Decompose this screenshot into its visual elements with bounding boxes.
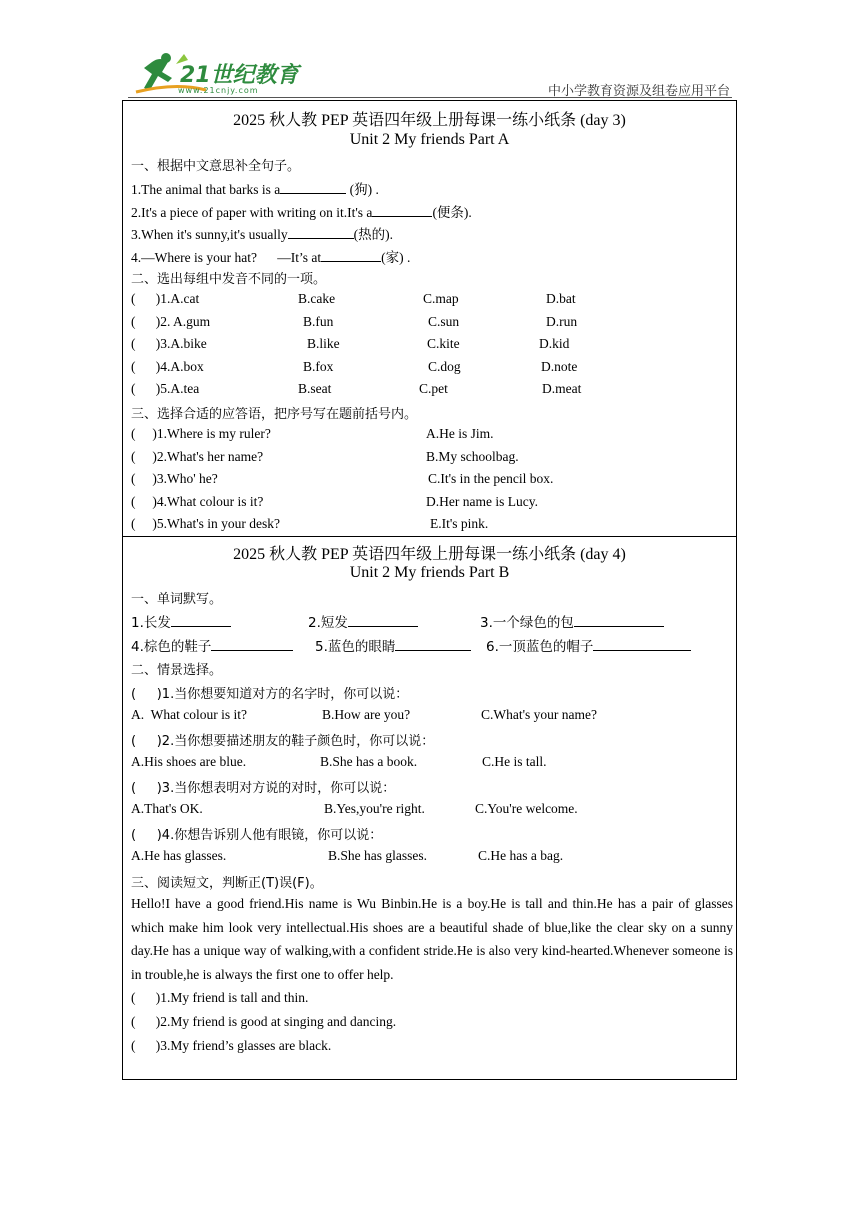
header-divider: [128, 97, 732, 98]
match-question: ( )4.What colour is it?: [131, 494, 264, 509]
match-answer: E.It's pink.: [430, 516, 489, 531]
option-a: ( )4.A.box: [131, 359, 204, 374]
day4-subtitle: Unit 2 My friends Part B: [349, 564, 510, 581]
true-false-statement: ( )2.My friend is good at singing and dancing.: [131, 1014, 397, 1029]
match-question: ( )1.Where is my ruler?: [131, 426, 271, 441]
answer-blank[interactable]: [593, 638, 691, 651]
match-question: ( )2.What's her name?: [131, 449, 264, 464]
dictation-item: 2.短发: [308, 611, 418, 631]
option-a: ( )2. A.gum: [131, 314, 211, 329]
option-a: ( )3.A.bike: [131, 336, 207, 351]
option-a: ( )1.A.cat: [131, 291, 200, 306]
option-b: B.Yes,you're right.: [324, 801, 425, 816]
option-a: A.That's OK.: [131, 801, 203, 816]
day4-s2-heading: 二、情景选择。: [131, 663, 223, 678]
day4-worksheet: [122, 536, 737, 1080]
option-a: ( )5.A.tea: [131, 381, 200, 396]
option-b: B.She has glasses.: [328, 848, 427, 863]
match-answer: B.My schoolbag.: [426, 449, 519, 464]
option-c: C.sun: [428, 314, 460, 329]
dictation-item: 4.棕色的鞋子: [131, 635, 293, 655]
day3-s3-heading: 三、选择合适的应答语，把序号写在题前括号内。: [131, 407, 418, 422]
option-c: C.He is tall.: [482, 754, 547, 769]
option-d: D.bat: [546, 291, 576, 306]
platform-name: 中小学教育资源及组卷应用平台: [547, 84, 730, 99]
day3-title: 2025 秋人教 PEP 英语四年级上册每课一练小纸条 (day 3): [233, 112, 626, 129]
answer-blank[interactable]: [348, 614, 418, 627]
option-c: C.map: [423, 291, 459, 306]
dictation-item: 5.蓝色的眼睛: [315, 635, 471, 655]
dictation-item: 6.一顶蓝色的帽子: [486, 635, 691, 655]
option-d: D.note: [541, 359, 578, 374]
option-c: C.He has a bag.: [478, 848, 564, 863]
answer-blank[interactable]: [574, 614, 664, 627]
situation-question: ( )2.当你想要描述朋友的鞋子颜色时，你可以说：: [131, 734, 435, 749]
option-a: A. What colour is it?: [131, 707, 247, 722]
option-d: D.meat: [542, 381, 582, 396]
answer-blank[interactable]: [211, 638, 293, 651]
logo-url: www.21cnjy.com: [178, 86, 259, 95]
option-b: B.like: [307, 336, 340, 351]
dictation-item: 3.一个绿色的包: [480, 611, 664, 631]
day3-s1-q2: 2.It's a piece of paper with writing on it.It's a (便条).: [131, 205, 472, 220]
option-d: D.kid: [539, 336, 570, 351]
page-header: [0, 0, 860, 100]
option-c: C.dog: [428, 359, 461, 374]
answer-blank[interactable]: [321, 249, 381, 262]
day3-worksheet: [122, 100, 737, 537]
day3-s1-q1: 1.The animal that barks is a (狗) .: [131, 182, 379, 197]
option-b: B.seat: [298, 381, 332, 396]
day4-title: 2025 秋人教 PEP 英语四年级上册每课一练小纸条 (day 4): [233, 546, 626, 563]
answer-blank[interactable]: [171, 614, 231, 627]
answer-blank[interactable]: [288, 226, 354, 239]
option-b: B.fun: [303, 314, 334, 329]
day3-s2-heading: 二、选出每组中发音不同的一项。: [131, 272, 327, 287]
match-answer: C.It's in the pencil box.: [428, 471, 554, 486]
situation-question: ( )1.当你想要知道对方的名字时，你可以说：: [131, 687, 409, 702]
day3-s1-q4: 4.—Where is your hat? —It’s at (家) .: [131, 250, 411, 265]
true-false-statement: ( )1.My friend is tall and thin.: [131, 990, 309, 1005]
day3-s1-heading: 一、根据中文意思补全句子。: [131, 159, 301, 174]
option-b: B.fox: [303, 359, 334, 374]
logo-text: 21世纪教育: [180, 63, 299, 88]
option-c: C.pet: [419, 381, 448, 396]
answer-blank[interactable]: [372, 204, 432, 217]
day3-s1-q3: 3.When it's sunny,it's usually (热的).: [131, 227, 393, 242]
day4-s1-heading: 一、单词默写。: [131, 592, 223, 607]
option-c: C.kite: [427, 336, 460, 351]
option-c: C.You're welcome.: [475, 801, 578, 816]
option-b: B.She has a book.: [320, 754, 418, 769]
option-d: D.run: [546, 314, 578, 329]
answer-blank[interactable]: [280, 181, 346, 194]
match-answer: A.He is Jim.: [426, 426, 494, 441]
day3-subtitle: Unit 2 My friends Part A: [349, 131, 510, 148]
match-answer: D.Her name is Lucy.: [426, 494, 538, 509]
answer-blank[interactable]: [395, 638, 471, 651]
day4-s3-heading: 三、阅读短文，判断正(T)误(F)。: [131, 876, 323, 891]
option-b: B.cake: [298, 291, 336, 306]
true-false-statement: ( )3.My friend’s glasses are black.: [131, 1038, 332, 1053]
option-b: B.How are you?: [322, 707, 411, 722]
dictation-item: 1.长发: [131, 611, 231, 631]
situation-question: ( )4.你想告诉别人他有眼镜，你可以说：: [131, 828, 383, 843]
match-question: ( )5.What's in your desk?: [131, 516, 281, 531]
match-question: ( )3.Who' he?: [131, 471, 218, 486]
situation-question: ( )3.当你想表明对方说的对时，你可以说：: [131, 781, 396, 796]
option-a: A.His shoes are blue.: [131, 754, 247, 769]
option-a: A.He has glasses.: [131, 848, 227, 863]
option-c: C.What's your name?: [481, 707, 598, 722]
reading-passage: Hello!I have a good friend.His name is Wu Binbin.He is a boy.He is tall and thin.He has a pair of glasses which make him look very intellectual.His shoes are a beautiful shade of blue,like the clear sky on a sunny day.He has a unique way of walking,with a confident stride.He is also very kind-hearted.Whenever someone is in trouble,he is always the first one to offer help.: [131, 896, 733, 982]
